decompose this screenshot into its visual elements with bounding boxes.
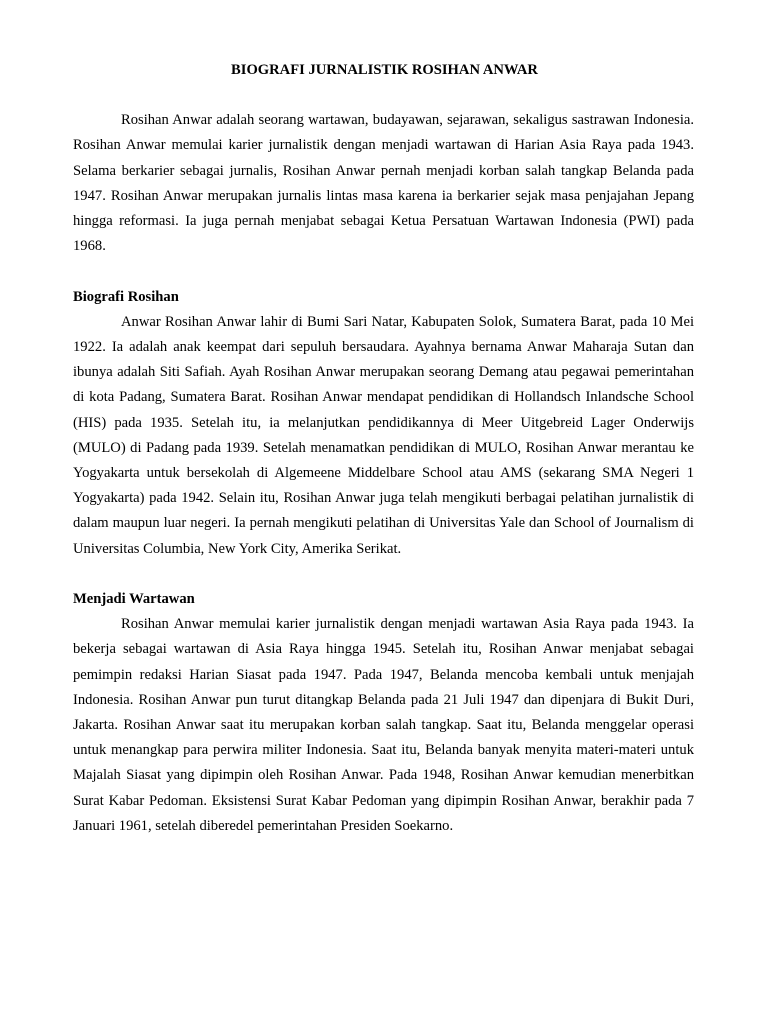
section-body-biografi: Anwar Rosihan Anwar lahir di Bumi Sari Natar, Kabupaten Solok, Sumatera Barat, pada 10 Mei 1922. Ia adalah anak keempat dari sepuluh bersaudara. Ayahnya bernama Anwar Maharaja Sutan dan ibunya adalah Siti Safiah. Ayah Rosihan Anwar merupakan seorang Demang atau pegawai pemerintahan di kota Padang, Sumatera Barat. Rosihan Anwar mendapat pendidikan di Hollandsch Inlandsche School (HIS) pada 1935. Setelah itu, ia melanjutkan pendidikannya di Meer Uitgebreid Lager Onderwijs (MULO) di Padang pada 1939. Setelah menamatkan pendidikan di MULO, Rosihan Anwar merantau ke Yogyakarta untuk bersekolah di Algemeene Middelbare School atau AMS (sekarang SMA Negeri 1 Yogyakarta) pada 1942. Selain itu, Rosihan Anwar juga telah mengikuti berbagai pelatihan jurnalistik di dalam maupun luar negeri. Ia pernah mengikuti pelatihan di Universitas Yale dan School of Journalism di Universitas Columbia, New York City, Amerika Serikat.: [73, 313, 694, 557]
document-page: [73, 58, 694, 839]
section-spacer: [73, 259, 694, 284]
section-heading-wartawan: Menjadi Wartawan: [73, 591, 195, 608]
section-spacer: [73, 562, 694, 587]
section-body-wartawan: Rosihan Anwar memulai karier jurnalistik dengan menjadi wartawan Asia Raya pada 1943. Ia bekerja sebagai wartawan di Asia Raya hingga 1945. Setelah itu, Rosihan Anwar menjabat sebagai pemimpin redaksi Harian Siasat pada 1947. Pada 1947, Belanda mencoba kembali untuk menjajah Indonesia. Rosihan Anwar pun turut ditangkap Belanda pada 21 Juli 1947 dan dipenjara di Bukit Duri, Jakarta. Rosihan Anwar saat itu merupakan korban salah tangkap. Saat itu, Belanda menggelar operasi untuk menangkap para perwira militer Indonesia. Saat itu, Belanda banyak menyita materi-materi untuk Majalah Siasat yang dipimpin oleh Rosihan Anwar. Pada 1948, Rosihan Anwar kemudian menerbitkan Surat Kabar Pedoman. Eksistensi Surat Kabar Pedoman yang dipimpin Rosihan Anwar, berakhir pada 7 Januari 1961, setelah diberedel pemerintahan Presiden Soekarno.: [73, 616, 694, 834]
section-heading-biografi: Biografi Rosihan: [73, 288, 179, 305]
intro-paragraph: Rosihan Anwar adalah seorang wartawan, budayawan, sejarawan, sekaligus sastrawan Indonesia. Rosihan Anwar memulai karier jurnalistik dengan menjadi wartawan di Harian Asia Raya pada 1943. Selama berkarier sebagai jurnalis, Rosihan Anwar pernah menjadi korban salah tangkap Belanda pada 1947. Rosihan Anwar merupakan jurnalis lintas masa karena ia berkarier sejak masa penjajahan Jepang hingga reformasi. Ia juga pernah menjabat sebagai Ketua Persatuan Wartawan Indonesia (PWI) pada 1968.: [73, 112, 694, 255]
document-title: BIOGRAFI JURNALISTIK ROSIHAN ANWAR: [231, 62, 538, 78]
